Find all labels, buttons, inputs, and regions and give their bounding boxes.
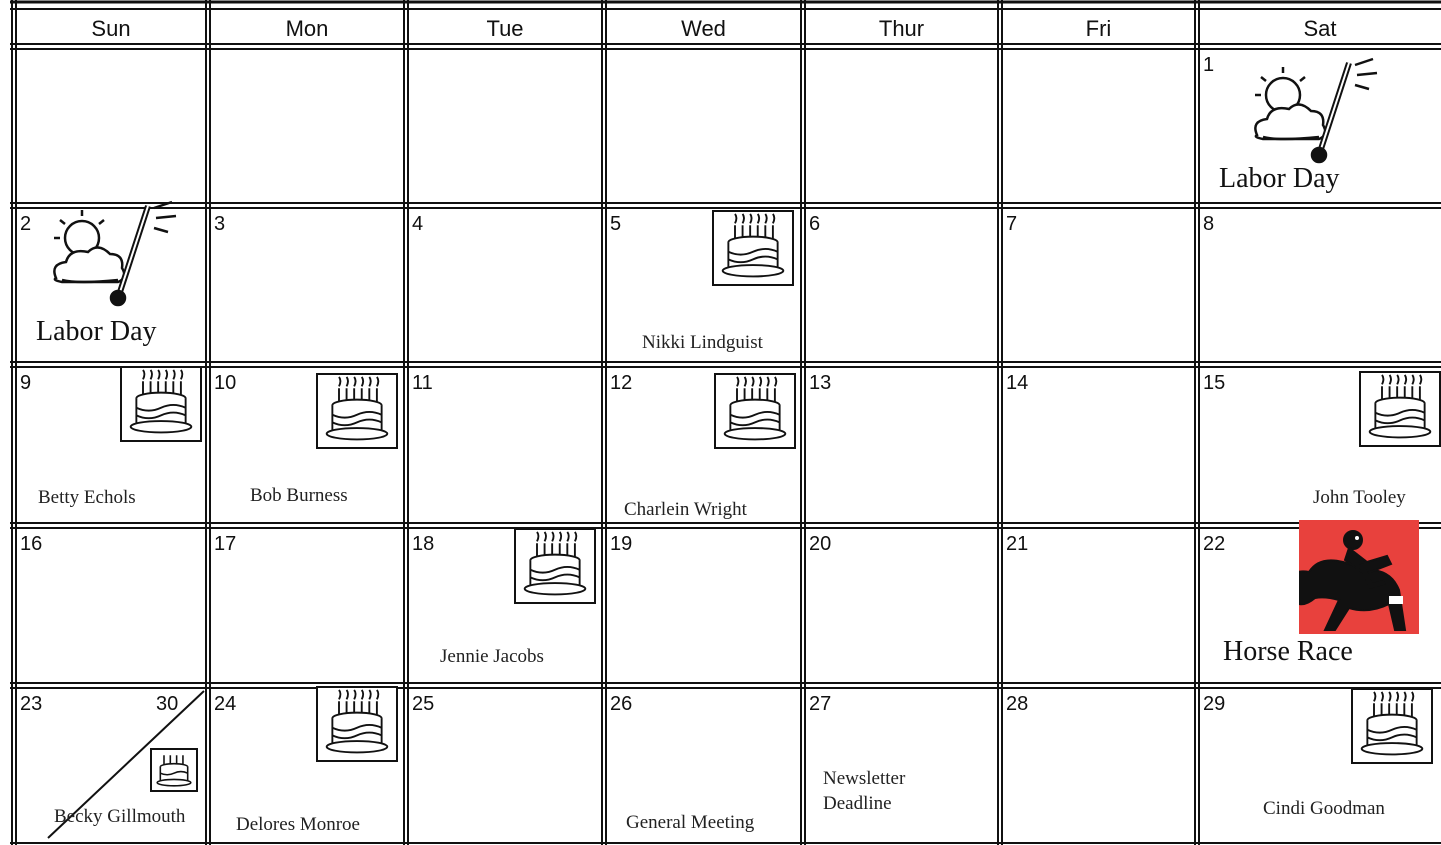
birthday-cake-icon — [714, 373, 796, 449]
day-number-23: 23 — [20, 693, 43, 715]
day-number: 6 — [809, 213, 821, 235]
day-number: 19 — [610, 533, 633, 555]
day-cell-11[interactable] — [408, 367, 602, 523]
horse-race-icon — [1299, 520, 1419, 634]
day-number: 16 — [20, 533, 43, 555]
day-cell-19[interactable] — [606, 528, 801, 683]
day-number: 26 — [610, 693, 633, 715]
day-cell-3[interactable] — [210, 208, 404, 362]
day-number: 29 — [1203, 693, 1226, 715]
weekday-tue: Tue — [486, 16, 524, 41]
day-cell-4[interactable] — [408, 208, 602, 362]
event-birthday: Charlein Wright — [624, 499, 747, 520]
day-number: 24 — [214, 693, 237, 715]
day-cell-5[interactable] — [606, 208, 801, 362]
day-number: 22 — [1203, 533, 1226, 555]
day-cell-17[interactable] — [210, 528, 404, 683]
day-cell-9[interactable] — [16, 367, 206, 523]
calendar — [10, 0, 1441, 845]
day-number: 18 — [412, 533, 435, 555]
day-cell-21[interactable] — [1002, 528, 1195, 683]
day-number: 7 — [1006, 213, 1018, 235]
day-cell-26[interactable] — [606, 688, 801, 843]
day-cell-2[interactable] — [16, 208, 206, 362]
event-birthday: Becky Gillmouth — [54, 806, 186, 827]
day-number: 8 — [1203, 213, 1215, 235]
day-number: 27 — [809, 693, 832, 715]
day-cell-13[interactable] — [805, 367, 998, 523]
day-number: 11 — [412, 372, 433, 394]
day-number-30: 30 — [156, 693, 179, 715]
birthday-cake-icon — [1359, 371, 1441, 447]
birthday-cake-icon — [1351, 688, 1433, 764]
event-birthday: Jennie Jacobs — [440, 646, 544, 667]
day-number: 2 — [20, 213, 32, 235]
weekday-mon: Mon — [285, 16, 329, 41]
weekday-fri: Fri — [1085, 16, 1112, 41]
event-newsletter-line1: Newsletter — [823, 768, 906, 789]
day-number: 14 — [1006, 372, 1029, 394]
day-number: 3 — [214, 213, 226, 235]
day-cell-16[interactable] — [16, 528, 206, 683]
day-cell-7[interactable] — [1002, 208, 1195, 362]
birthday-cake-icon — [316, 373, 398, 449]
day-number: 10 — [214, 372, 237, 394]
sun-cloud-thermometer-icon — [1243, 53, 1383, 173]
day-cell-28[interactable] — [1002, 688, 1195, 843]
day-cell-22[interactable] — [1199, 528, 1441, 683]
day-cell-1[interactable] — [1199, 49, 1441, 203]
day-number: 1 — [1203, 54, 1215, 76]
day-number: 15 — [1203, 372, 1226, 394]
day-number: 9 — [20, 372, 32, 394]
event-birthday: Nikki Lindguist — [642, 332, 763, 353]
event-newsletter-line2: Deadline — [823, 793, 892, 814]
event-birthday: Bob Burness — [250, 485, 348, 506]
weekday-sun: Sun — [91, 16, 131, 41]
day-cell-6[interactable] — [805, 208, 998, 362]
day-cell-23-30[interactable] — [16, 688, 206, 843]
day-cell-29[interactable] — [1199, 688, 1441, 843]
day-number: 13 — [809, 372, 832, 394]
event-birthday: Betty Echols — [38, 487, 136, 508]
sun-cloud-thermometer-icon — [42, 196, 182, 316]
day-cell-12[interactable] — [606, 367, 801, 523]
day-cell-8[interactable] — [1199, 208, 1441, 362]
weekday-thur: Thur — [878, 16, 925, 41]
event-birthday: John Tooley — [1313, 487, 1406, 508]
birthday-cake-icon — [150, 748, 198, 792]
day-number: 20 — [809, 533, 832, 555]
day-number: 25 — [412, 693, 435, 715]
day-number: 5 — [610, 213, 622, 235]
day-cell-20[interactable] — [805, 528, 998, 683]
event-birthday: Cindi Goodman — [1263, 798, 1385, 819]
birthday-cake-icon — [712, 210, 794, 286]
event-labor-day: Labor Day — [36, 316, 157, 347]
day-number: 4 — [412, 213, 424, 235]
event-birthday: Delores Monroe — [236, 814, 360, 835]
day-number: 17 — [214, 533, 237, 555]
birthday-cake-icon — [120, 366, 202, 442]
weekday-wed: Wed — [681, 16, 726, 41]
weekday-sat: Sat — [1303, 16, 1337, 41]
event-general-meeting: General Meeting — [626, 812, 755, 833]
event-horse-race: Horse Race — [1223, 636, 1353, 667]
event-labor-day: Labor Day — [1219, 163, 1340, 194]
birthday-cake-icon — [514, 528, 596, 604]
day-cell-25[interactable] — [408, 688, 602, 843]
day-number: 12 — [610, 372, 633, 394]
day-cell-18[interactable] — [408, 528, 602, 683]
day-number: 28 — [1006, 693, 1029, 715]
day-cell-27[interactable] — [805, 688, 998, 843]
day-cell-24[interactable] — [210, 688, 404, 843]
birthday-cake-icon — [316, 686, 398, 762]
day-cell-14[interactable] — [1002, 367, 1195, 523]
day-cell-15[interactable] — [1199, 367, 1441, 523]
day-number: 21 — [1006, 533, 1029, 555]
day-cell-10[interactable] — [210, 367, 404, 523]
